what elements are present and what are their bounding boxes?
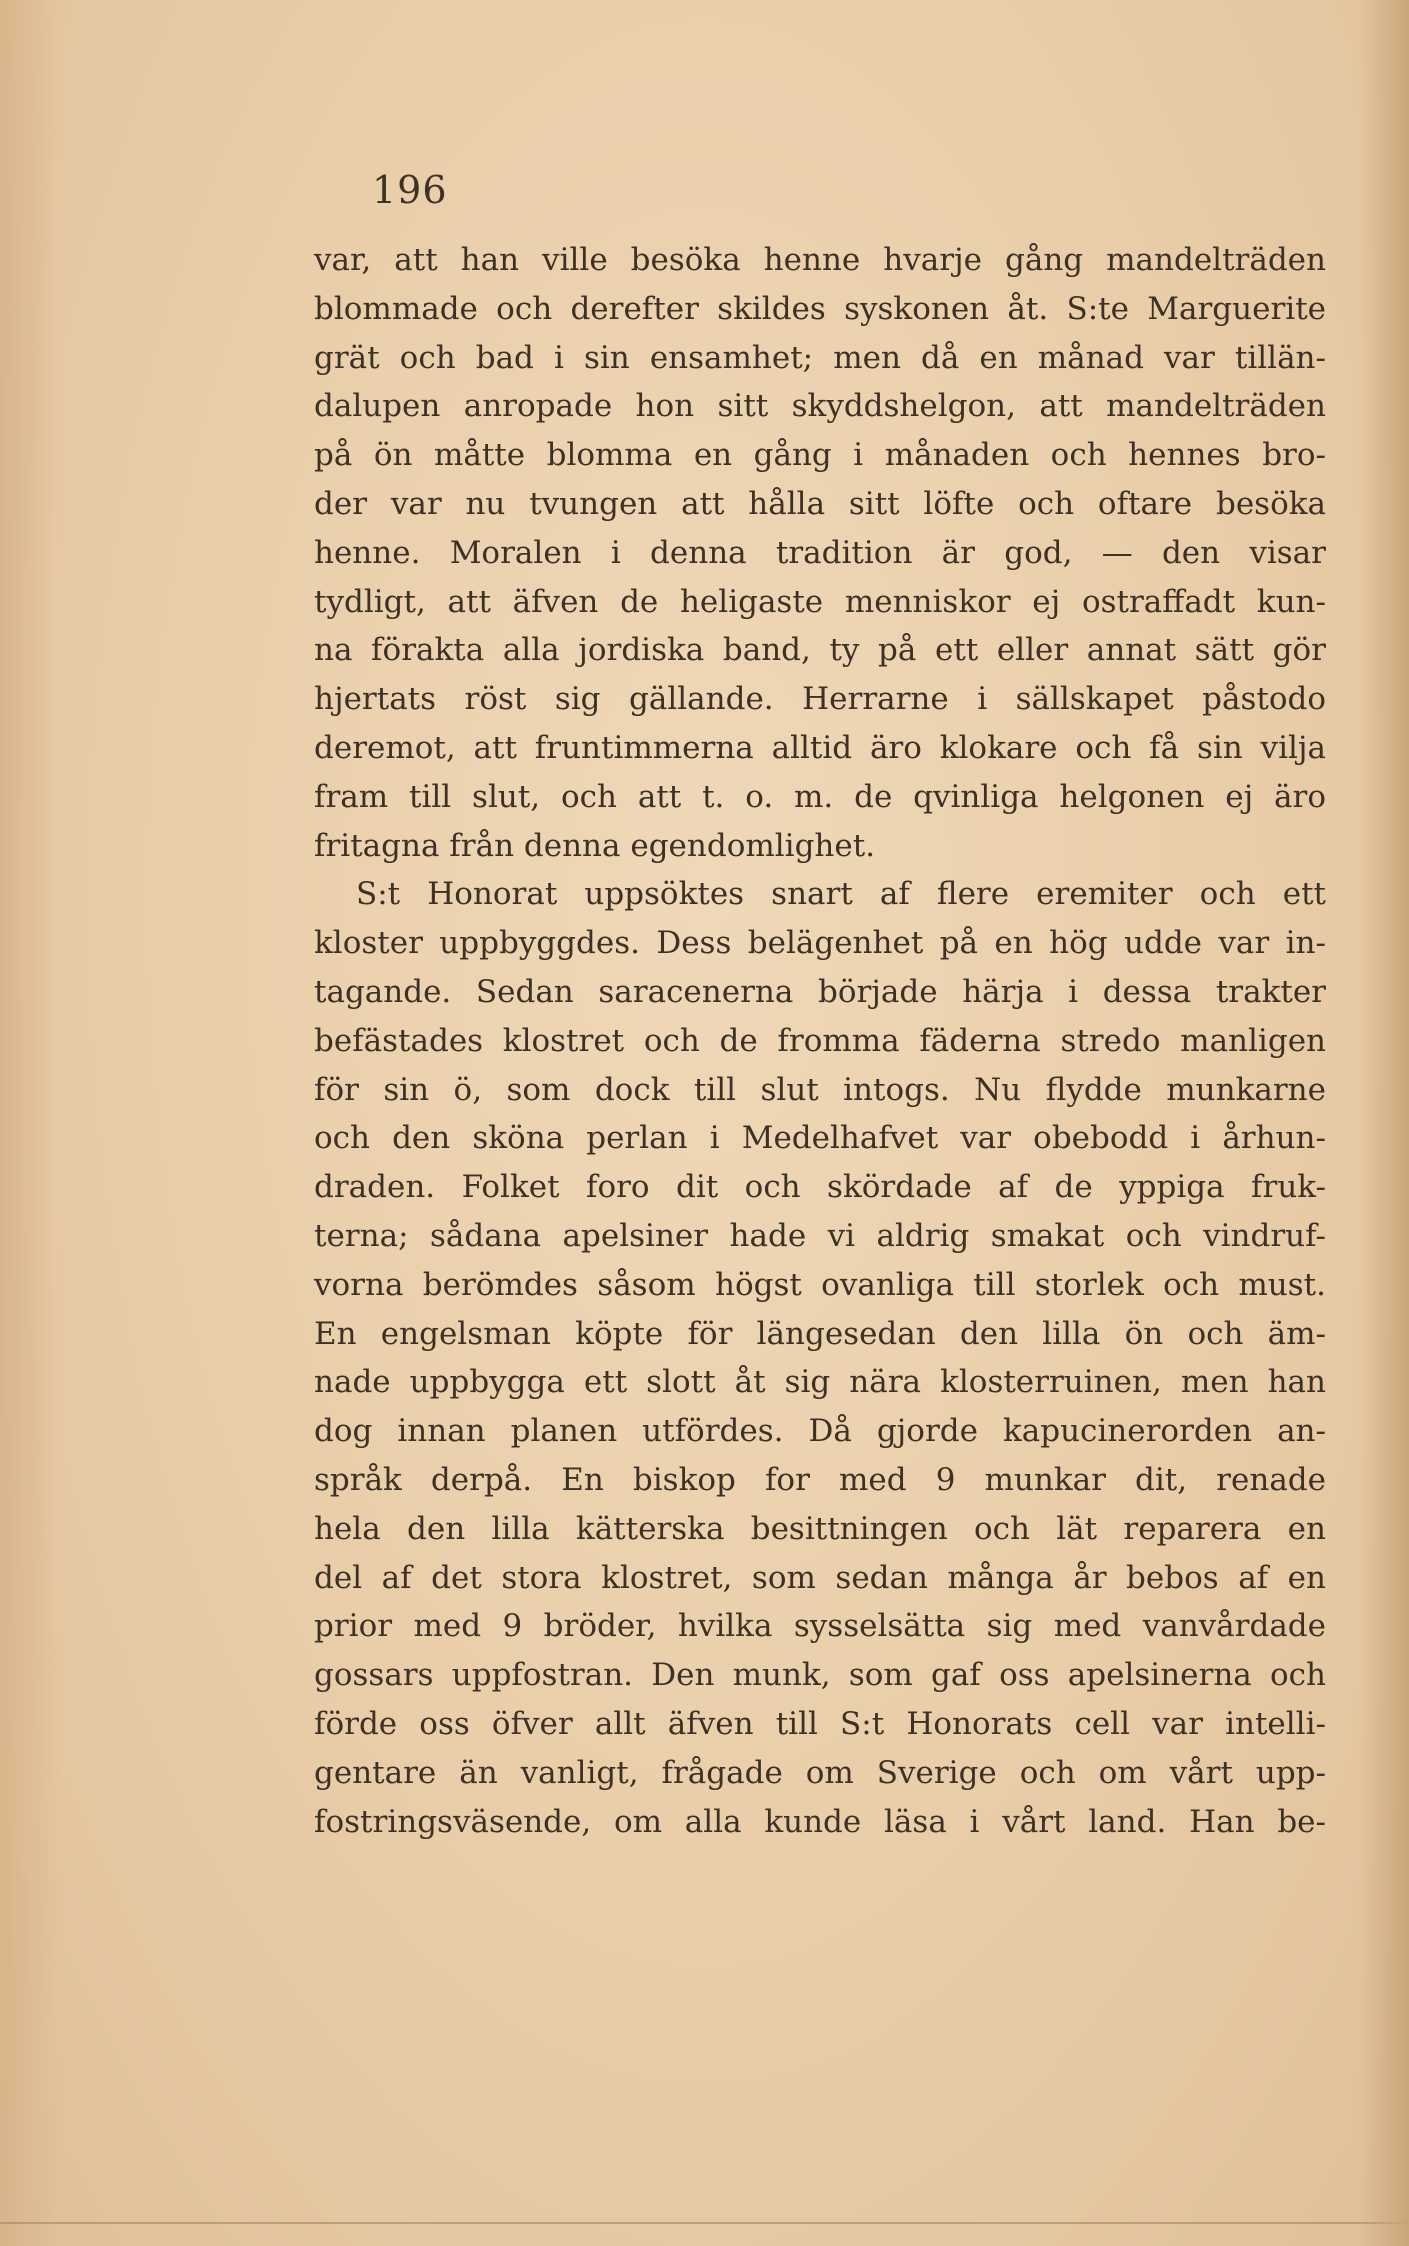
text-line: kloster uppbyggdes. Dess belägenhet på en hög udde var in- [314, 925, 1326, 962]
text-line: tagande. Sedan saracenerna började härja i dessa trakter [314, 973, 1326, 1010]
page-bottom-edge [0, 2222, 1409, 2224]
text-line: och den sköna perlan i Medelhafvet var obebodd i århun- [314, 1120, 1326, 1157]
text-line: befästades klostret och de fromma fäderna stredo manligen [314, 1022, 1326, 1059]
text-line: hela den lilla kätterska besittningen och lät reparera en [314, 1510, 1326, 1547]
text-line: der var nu tvungen att hålla sitt löfte och oftare besöka [314, 485, 1326, 522]
text-line: grät och bad i sin ensamhet; men då en månad var tillän- [314, 339, 1326, 376]
text-line: fritagna från denna egendomlighet. [314, 827, 876, 864]
text-line: hjertats röst sig gällande. Herrarne i sällskapet påstodo [314, 681, 1326, 718]
text-line: vorna berömdes såsom högst ovanliga till storlek och must. [314, 1266, 1326, 1303]
text-line: blommade och derefter skildes syskonen åt. S:te Marguerite [314, 290, 1326, 327]
text-line: S:t Honorat uppsöktes snart af flere eremiter och ett [356, 876, 1326, 913]
body-text [314, 236, 1326, 1846]
page-number: 196 [372, 168, 448, 212]
text-line: tydligt, att äfven de heligaste menniskor ej ostraffadt kun- [314, 583, 1326, 620]
text-line: för sin ö, som dock till slut intogs. Nu flydde munkarne [314, 1071, 1326, 1108]
text-line: fram till slut, och att t. o. m. de qvinliga helgonen ej äro [314, 778, 1326, 815]
text-line: dalupen anropade hon sitt skyddshelgon, att mandelträden [314, 388, 1326, 425]
text-line: terna; sådana apelsiner hade vi aldrig smakat och vindruf- [314, 1217, 1326, 1254]
text-line: förde oss öfver allt äfven till S:t Honorats cell var intelli- [314, 1705, 1326, 1742]
text-line: henne. Moralen i denna tradition är god, — den visar [314, 534, 1326, 571]
text-line: deremot, att fruntimmerna alltid äro klokare och få sin vilja [314, 729, 1326, 766]
text-line: på ön måtte blomma en gång i månaden och hennes bro- [314, 437, 1326, 474]
text-line: fostringsväsende, om alla kunde läsa i vårt land. Han be- [314, 1803, 1326, 1840]
text-line: del af det stora klostret, som sedan många år bebos af en [314, 1559, 1326, 1596]
text-line: nade uppbygga ett slott åt sig nära klosterruinen, men han [314, 1364, 1326, 1401]
text-line: var, att han ville besöka henne hvarje gång mandelträden [314, 242, 1326, 278]
text-line: språk derpå. En biskop for med 9 munkar dit, renade [314, 1461, 1326, 1498]
text-line: prior med 9 bröder, hvilka sysselsätta sig med vanvårdade [314, 1608, 1326, 1645]
text-line: En engelsman köpte för längesedan den lilla ön och äm- [314, 1315, 1326, 1352]
text-line: dog innan planen utfördes. Då gjorde kapucinerorden an- [314, 1413, 1326, 1450]
text-line: gentare än vanligt, frågade om Sverige och om vårt upp- [314, 1754, 1326, 1791]
text-line: draden. Folket foro dit och skördade af de yppiga fruk- [314, 1169, 1326, 1206]
text-line: gossars uppfostran. Den munk, som gaf oss apelsinerna och [314, 1657, 1326, 1694]
text-line: na förakta alla jordiska band, ty på ett eller annat sätt gör [314, 632, 1326, 669]
